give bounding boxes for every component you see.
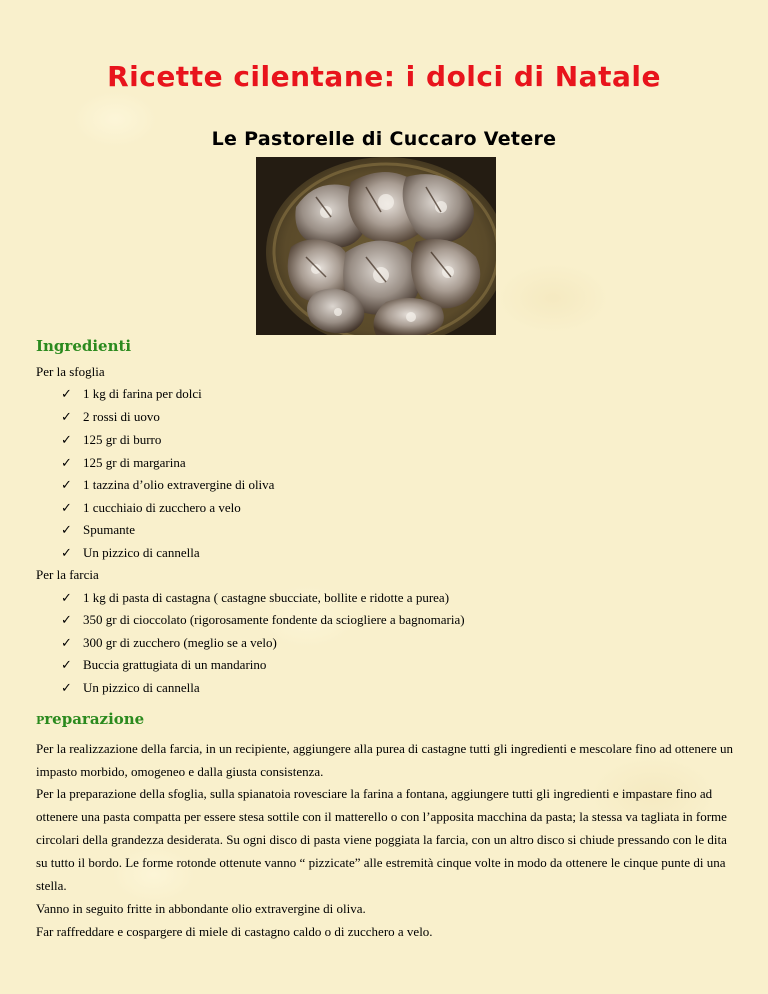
sfoglia-item: ✓ Spumante [61, 522, 135, 538]
checkmark-icon: ✓ [61, 410, 72, 425]
sfoglia-item: ✓ 125 gr di burro [61, 432, 162, 448]
checkmark-icon: ✓ [61, 681, 72, 696]
sfoglia-label: Per la sfoglia [36, 364, 105, 379]
sfoglia-item: ✓ 1 cucchiaio di zucchero a velo [61, 500, 241, 516]
checkmark-icon: ✓ [61, 546, 72, 561]
checkmark-icon: ✓ [61, 387, 72, 402]
farcia-item: ✓ 350 gr di cioccolato (rigorosamente fondente da sciogliere a bagnomaria) [61, 612, 465, 628]
checkmark-icon: ✓ [61, 613, 72, 628]
checkmark-icon: ✓ [61, 591, 72, 606]
farcia-item: ✓ 300 gr di zucchero (meglio se a velo) [61, 635, 277, 651]
ingredients-heading: Ingredienti [36, 337, 132, 355]
checkmark-icon: ✓ [61, 456, 72, 471]
farcia-label: Per la farcia [36, 567, 99, 582]
checkmark-icon: ✓ [61, 478, 72, 493]
recipe-subtitle: Le Pastorelle di Cuccaro Vetere [211, 128, 557, 150]
farcia-item: ✓ Buccia grattugiata di un mandarino [61, 657, 267, 673]
sfoglia-item: ✓ 1 tazzina d’olio extravergine di oliva [61, 477, 275, 493]
checkmark-icon: ✓ [61, 501, 72, 516]
checkmark-icon: ✓ [61, 636, 72, 651]
checkmark-icon: ✓ [61, 658, 72, 673]
preparation-paragraph: Far raffreddare e cospargere di miele di castagno caldo o di zucchero a velo. [36, 924, 433, 939]
page-title: Ricette cilentane: i dolci di Natale [107, 60, 661, 93]
checkmark-icon: ✓ [61, 433, 72, 448]
checkmark-icon: ✓ [61, 523, 72, 538]
preparation-paragraph: Vanno in seguito fritte in abbondante olio extravergine di oliva. [36, 901, 366, 916]
preparation-heading: Preparazione [36, 710, 145, 728]
preparation-paragraph: Per la realizzazione della farcia, in un recipiente, aggiungere alla purea di castagne tutti gli ingredienti e mescolare fino ad ottenere un impasto morbido, omogeneo e dalla giusta consistenza. [36, 741, 733, 779]
sfoglia-item: ✓ 2 rossi di uovo [61, 409, 160, 425]
sfoglia-item: ✓ 1 kg di farina per dolci [61, 386, 202, 402]
preparation-paragraph: Per la preparazione della sfoglia, sulla spianatoia rovesciare la farina a fontana, aggiungere tutti gli ingredienti e impastare fino ad ottenere una pasta compatta per essere stesa sottile con il matterello o con l’apposita macchina da pasta; la stessa va tagliata in forme circolari della grandezza desiderata. Su ogni disco di pasta viene poggiata la farcia, con un altro disco si chiude pressando con le dita su tutto il bordo. Le forme rotonde ottenute vanno “ pizzicate” alle estremità cinque volte in modo da ottenere le cinque punte di una stella. [36, 786, 727, 893]
pastorelle-photo [256, 157, 496, 335]
farcia-item: ✓ Un pizzico di cannella [61, 680, 200, 696]
sfoglia-item: ✓ 125 gr di margarina [61, 455, 186, 471]
farcia-item: ✓ 1 kg di pasta di castagna ( castagne sbucciate, bollite e ridotte a purea) [61, 590, 450, 606]
sfoglia-item: ✓ Un pizzico di cannella [61, 545, 200, 561]
